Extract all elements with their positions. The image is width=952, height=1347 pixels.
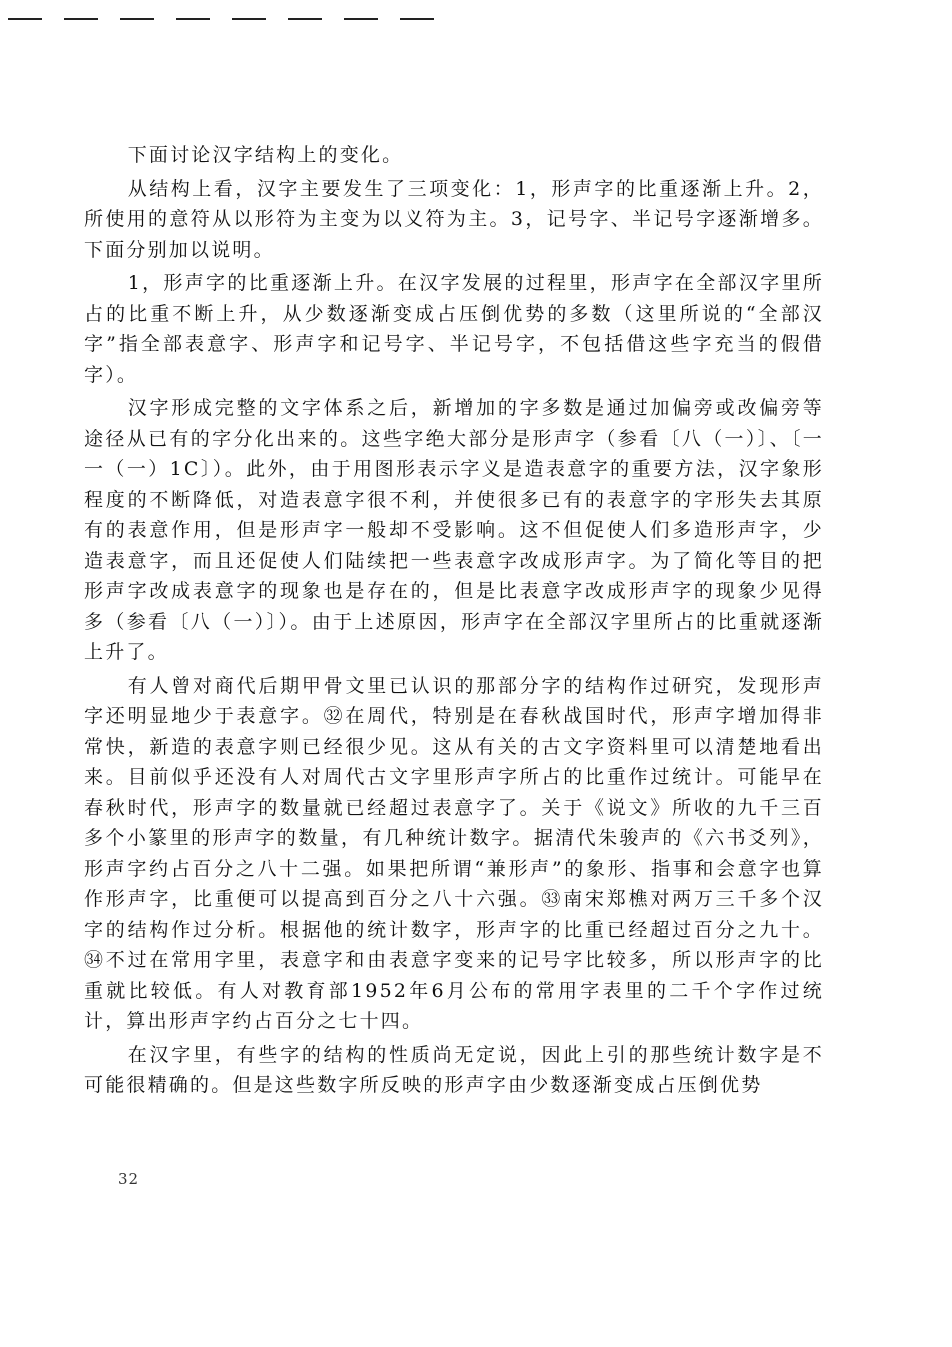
page-body — [84, 140, 824, 1104]
page-number: 32 — [118, 1170, 140, 1188]
paragraph-statistics: 有人曾对商代后期甲骨文里已认识的那部分字的结构作过研究，发现形声字还明显地少于表意字。㉜在周代，特别是在春秋战国时代，形声字增加得非常快，新造的表意字则已经很少见。这从有关的古文字资料里可以清楚地看出来。目前似乎还没有人对周代古文字里形声字所占的比重作过统计。可能早在春秋时代，形声字的数量就已经超过表意字了。关于《说文》所收的九千三百多个小篆里的形声字的数量，有几种统计数字。据清代朱骏声的《六书爻列》，形声字约占百分之八十二强。如果把所谓“兼形声”的象形、指事和会意字也算作形声字，比重便可以提高到百分之八十六强。㉝南宋郑樵对两万三千多个汉字的结构作过分析。根据他的统计数字，形声字的比重已经超过百分之九十。㉞不过在常用字里，表意字和由表意字变来的记号字比较多，所以形声字的比重就比较低。有人对教育部1952年6月公布的常用字表里的二千个字作过统计，算出形声字约占百分之七十四。 — [84, 674, 824, 1032]
paragraph-point-1: 1，形声字的比重逐渐上升。在汉字发展的过程里，形声字在全部汉字里所占的比重不断上升，从少数逐渐变成占压倒优势的多数（这里所说的“全部汉字”指全部表意字、形声字和记号字、半记号字，不包括借这些字充当的假借字）。 — [84, 272, 824, 386]
paragraph-intro: 下面讨论汉字结构上的变化。 — [127, 144, 404, 166]
paragraph-caveat: 在汉字里，有些字的结构的性质尚无定说，因此上引的那些统计数字是不可能很精确的。但是这些数字所反映的形声字由少数逐渐变成占压倒优势 — [84, 1043, 824, 1096]
top-dashed-rule — [8, 18, 448, 20]
paragraph-reasons: 汉字形成完整的文字体系之后，新增加的字多数是通过加偏旁或改偏旁等途径从已有的字分化出来的。这些字绝大部分是形声字（参看〔八（一）〕、〔一一（一）1C〕）。此外，由于用图形表示字义是造表意字的重要方法，汉字象形程度的不断降低，对造表意字很不利，并使很多已有的表意字的字形失去其原有的表意作用，但是形声字一般却不受影响。这不但促使人们多造形声字，少造表意字，而且还促使人们陆续把一些表意字改成形声字。为了简化等目的把形声字改成表意字的现象也是存在的，但是比表意字改成形声字的现象少见得多（参看〔八（一）〕）。由于上述原因，形声字在全部汉字里所占的比重就逐渐上升了。 — [84, 397, 824, 663]
paragraph-three-changes: 从结构上看，汉字主要发生了三项变化：1，形声字的比重逐渐上升。2，所使用的意符从以形符为主变为以义符为主。3，记号字、半记号字逐渐增多。下面分别加以说明。 — [84, 177, 824, 261]
